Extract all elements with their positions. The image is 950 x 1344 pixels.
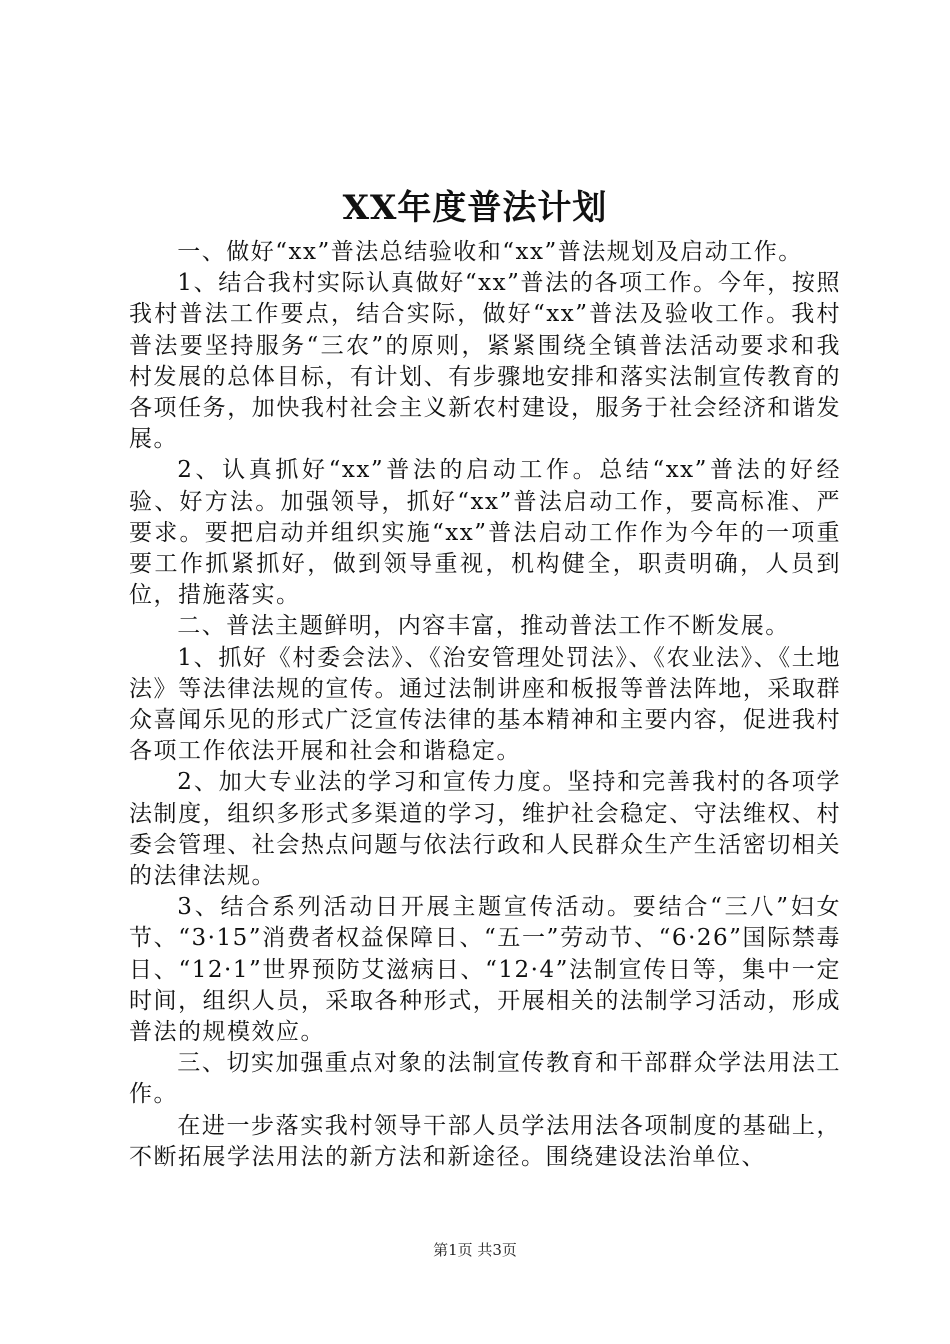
paragraph-section-2-item-3: 3、结合系列活动日开展主题宣传活动。要结合“三八”妇女节、“3·15”消费者权益保障日、“五一”劳动节、“6·26”国际禁毒日、“12·1”世界预防艾滋病日、“12·4”法制宣传日等，集中一定时间，组织人员，采取各种形式，开展相关的法制学习活动，形成普法的规模效应。 xyxy=(129,894,841,1046)
page-number-footer: 第1页 共3页 xyxy=(433,1241,517,1259)
paragraph-section-2-item-1: 1、抓好《村委会法》、《治安管理处罚法》、《农业法》、《土地法》等法律法规的宣传。通过法制讲座和板报等普法阵地，采取群众喜闻乐见的形式广泛宣传法律的基本精神和主要内容，促进我村各项工作依法开展和社会和谐稳定。 xyxy=(129,644,841,765)
document-title: XX年度普法计划 xyxy=(342,188,608,228)
document-body xyxy=(129,237,841,1173)
paragraph-section-2-item-2: 2、加大专业法的学习和宣传力度。坚持和完善我村的各项学法制度，组织多形式多渠道的学习，维护社会稳定、守法维权、村委会管理、社会热点问题与依法行政和人民群众生产生活密切相关的法律法规。 xyxy=(129,769,841,890)
paragraph-section-3-heading: 三、切实加强重点对象的法制宣传教育和干部群众学法用法工作。 xyxy=(129,1050,841,1108)
paragraph-section-1-item-1: 1、结合我村实际认真做好“xx”普法的各项工作。今年，按照我村普法工作要点，结合实际，做好“xx”普法及验收工作。我村普法要坚持服务“三农”的原则，紧紧围绕全镇普法活动要求和我村发展的总体目标，有计划、有步骤地安排和落实法制宣传教育的各项任务，加快我村社会主义新农村建设，服务于社会经济和谐发展。 xyxy=(129,270,841,453)
paragraph-section-1-heading: 一、做好“xx”普法总结验收和“xx”普法规划及启动工作。 xyxy=(177,239,803,265)
paragraph-section-3-body: 在进一步落实我村领导干部人员学法用法各项制度的基础上，不断拓展学法用法的新方法和新途径。围绕建设法治单位、 xyxy=(129,1112,841,1170)
paragraph-section-2-heading: 二、普法主题鲜明，内容丰富，推动普法工作不断发展。 xyxy=(177,613,790,640)
paragraph-section-1-item-2: 2、认真抓好“xx”普法的启动工作。总结“xx”普法的好经验、好方法。加强领导，抓好“xx”普法启动工作，要高标准、严要求。要把启动并组织实施“xx”普法启动工作作为今年的一项重要工作抓紧抓好，做到领导重视，机构健全，职责明确，人员到位，措施落实。 xyxy=(129,457,841,609)
